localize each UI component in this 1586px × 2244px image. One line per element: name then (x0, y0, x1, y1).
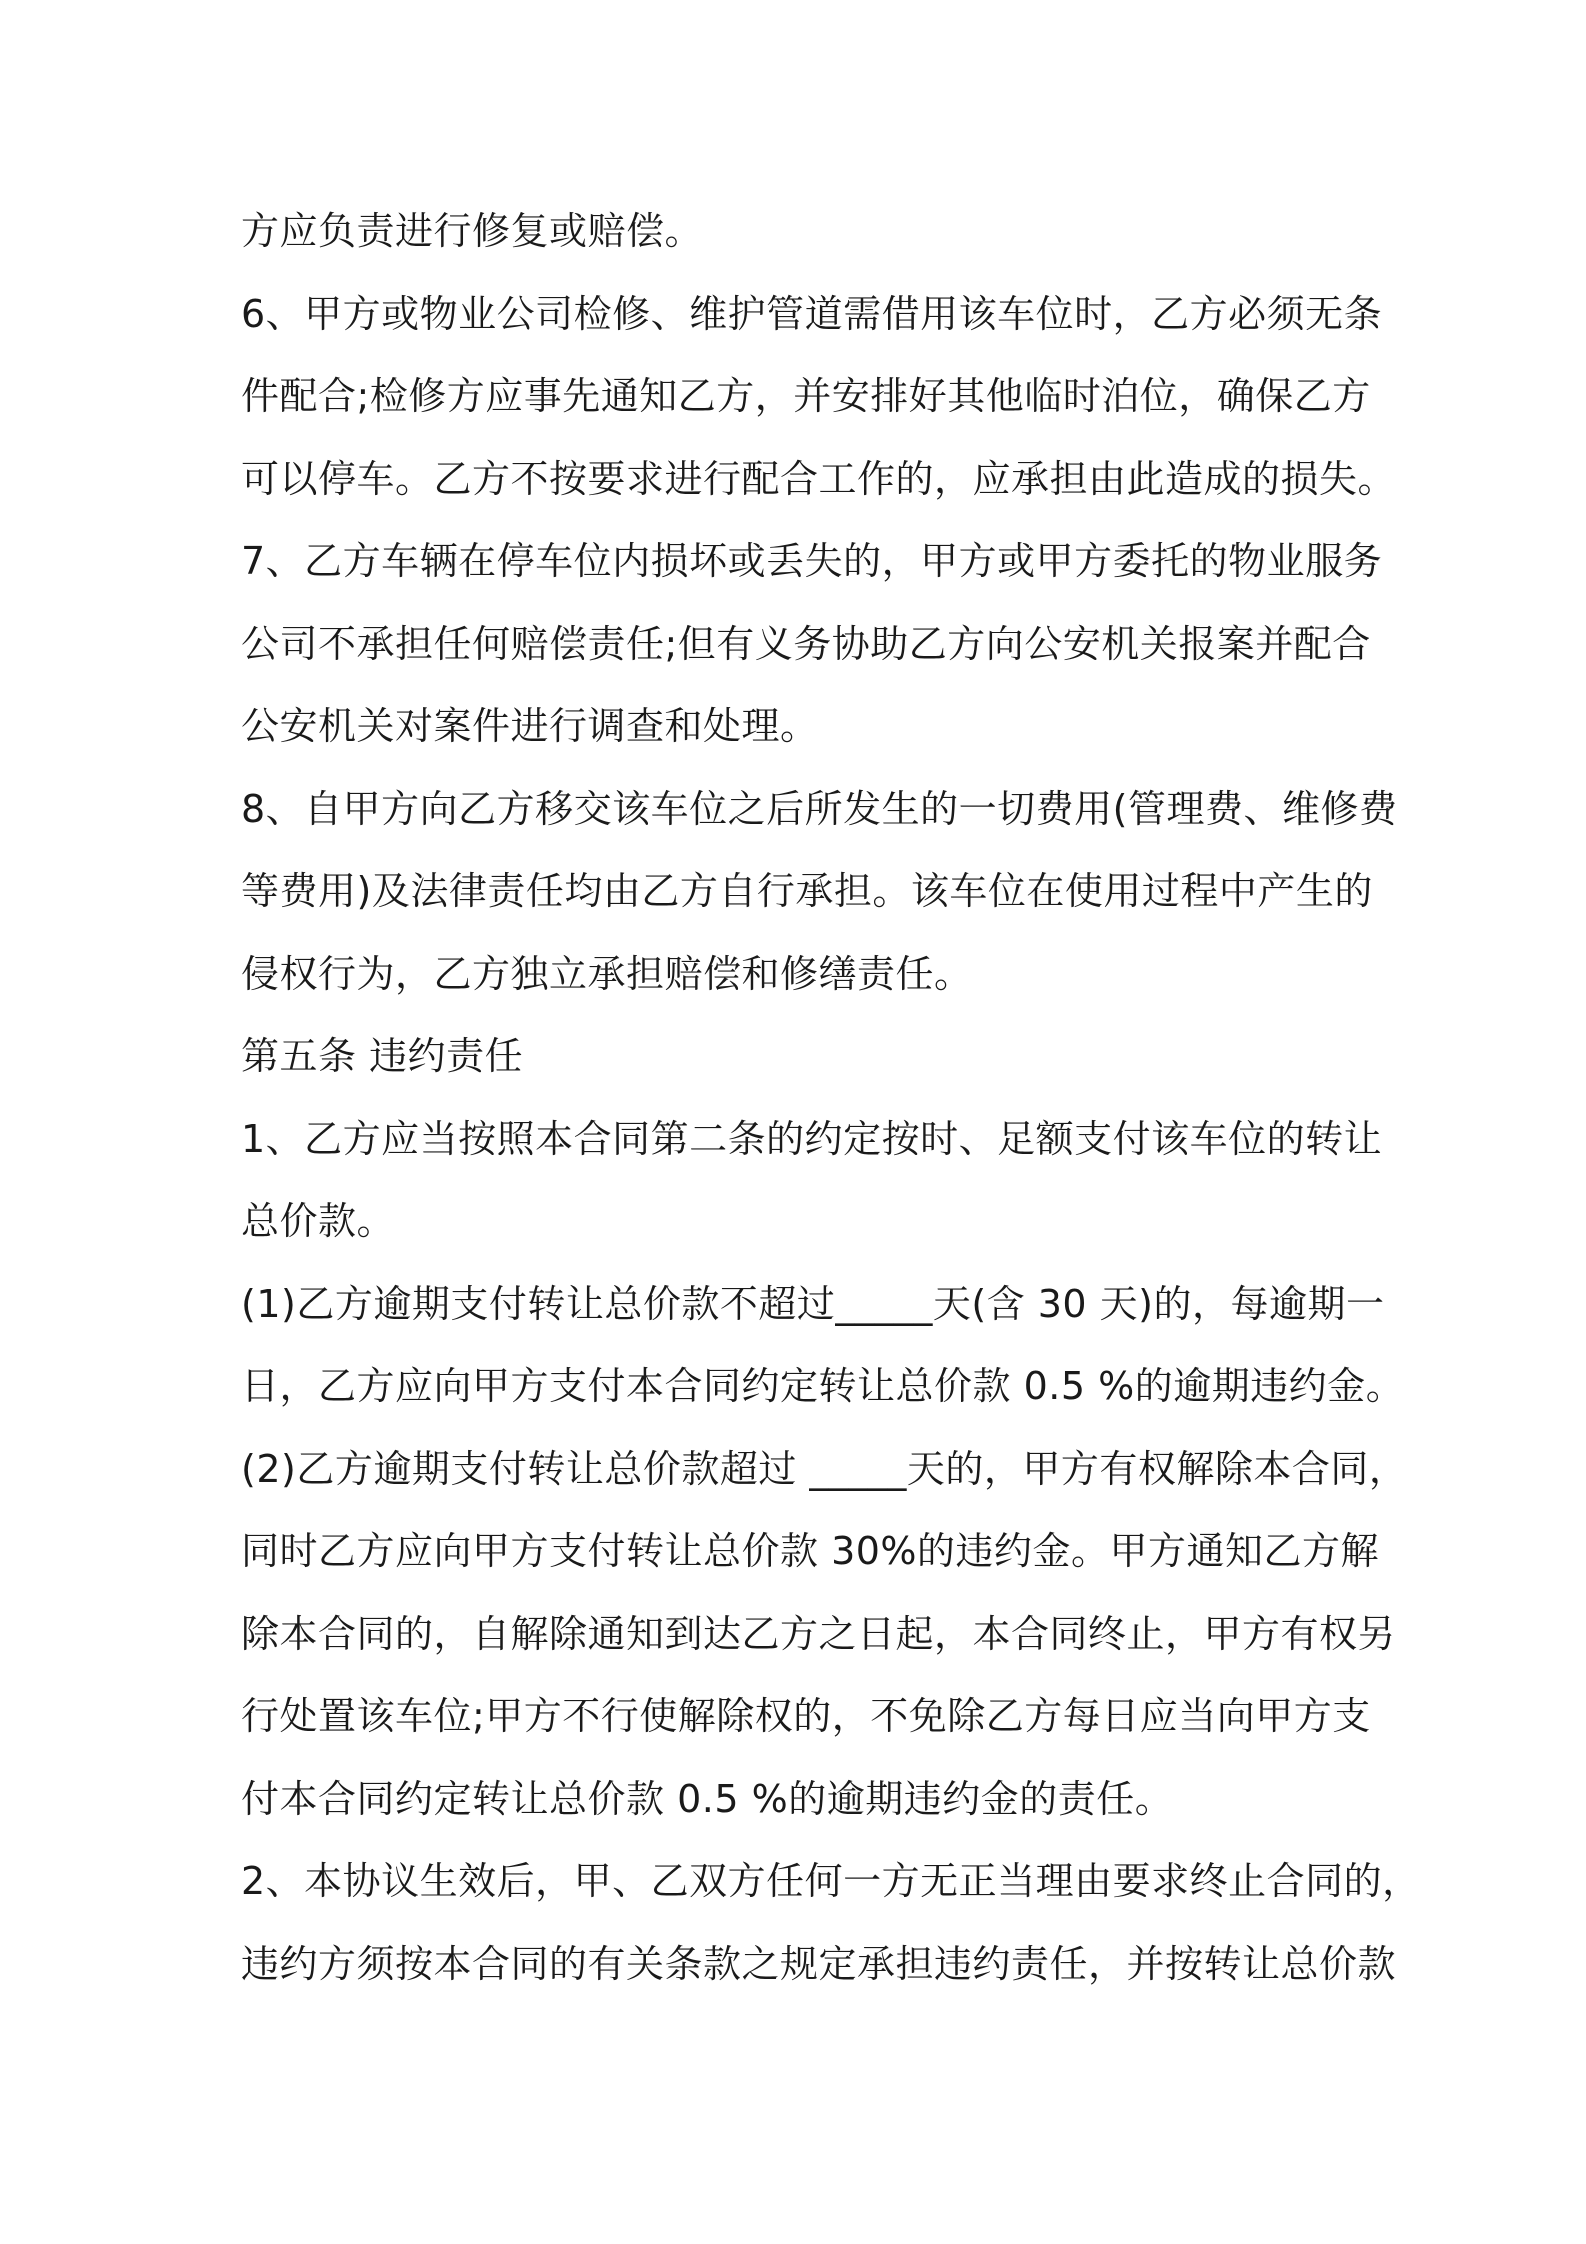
text-line: 1、乙方应当按照本合同第二条的约定按时、足额支付该车位的转让 (241, 1116, 1383, 1161)
text-line: 7、乙方车辆在停车位内损坏或丢失的，甲方或甲方委托的物业服务 (241, 539, 1383, 583)
text-line: 8、自甲方向乙方移交该车位之后所发生的一切费用(管理费、维修费 (241, 786, 1398, 831)
text-line: 2、本协议生效后，甲、乙双方任何一方无正当理由要求终止合同的， (241, 1859, 1421, 1903)
text-line: 日，乙方应向甲方支付本合同约定转让总价款 0.5 %的逾期违约金。 (241, 1364, 1405, 1408)
text-line: 总价款。 (241, 1199, 396, 1243)
text-line: 6、甲方或物业公司检修、维护管道需借用该车位时，乙方必须无条 (241, 291, 1383, 336)
text-line: 方应负责进行修复或赔偿。 (241, 209, 704, 253)
text-line: 件配合;检修方应事先通知乙方，并安排好其他临时泊位，确保乙方 (241, 374, 1371, 418)
text-line: 付本合同约定转让总价款 0.5 %的逾期违约金的责任。 (241, 1776, 1174, 1821)
text-line: 除本合同的，自解除通知到达乙方之日起，本合同终止，甲方有权另 (241, 1611, 1397, 1656)
text-line: 侵权行为，乙方独立承担赔偿和修缮责任。 (241, 951, 973, 996)
section-heading: 第五条 违约责任 (241, 1034, 524, 1078)
text-line: (1)乙方逾期支付转让总价款不超过_____天(含 30 天)的，每逾期一 (241, 1281, 1385, 1326)
text-line: 公安机关对案件进行调查和处理。 (241, 704, 819, 748)
text-line: 行处置该车位;甲方不行使解除权的，不免除乙方每日应当向甲方支 (241, 1694, 1371, 1738)
text-line: (2)乙方逾期支付转让总价款超过 _____天的，甲方有权解除本合同， (241, 1446, 1408, 1491)
text-line: 可以停车。乙方不按要求进行配合工作的，应承担由此造成的损失。 (241, 456, 1397, 501)
text-line: 公司不承担任何赔偿责任;但有义务协助乙方向公安机关报案并配合 (241, 621, 1371, 666)
text-line: 等费用)及法律责任均由乙方自行承担。该车位在使用过程中产生的 (241, 869, 1373, 913)
text-line: 违约方须按本合同的有关条款之规定承担违约责任，并按转让总价款 (241, 1941, 1397, 1986)
text-line: 同时乙方应向甲方支付转让总价款 30%的违约金。甲方通知乙方解 (241, 1529, 1380, 1573)
contract-body (241, 190, 1421, 2005)
